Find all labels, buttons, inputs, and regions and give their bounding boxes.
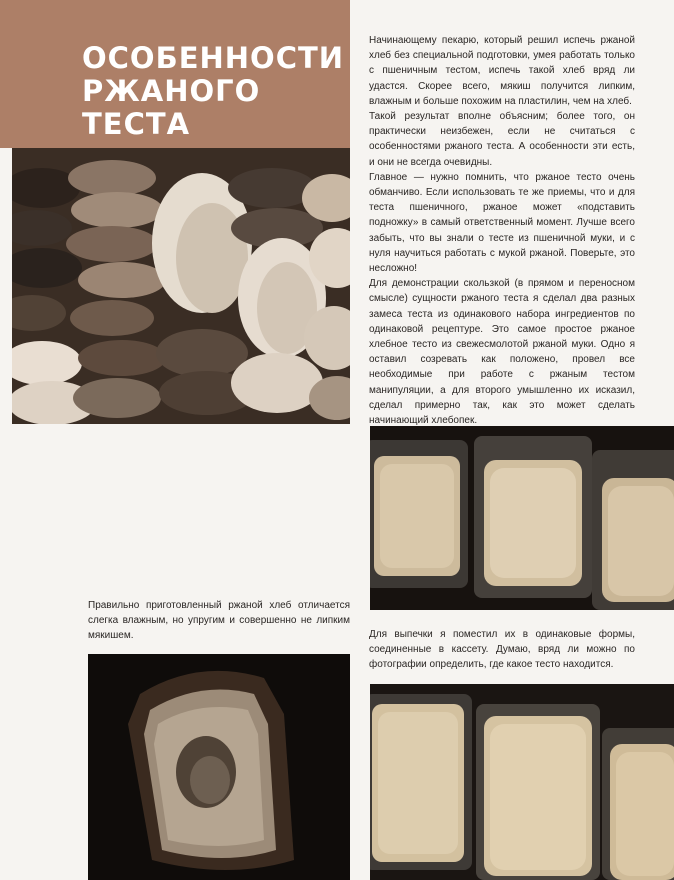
paragraph: Для демонстрации скользкой (в прямом и переносном смысле) сущности ржаного теста я сделал два разных замеса теста из одинакового набора ингредиентов по одинаковой рецептуре. Это самое простое ржаное хлебное тесто из свежесмолотой ржаной муки. Одно я оставил созревать как положено, провел все необходимые при работе с ржаным тестом манипуляции, а для второго умышленно их исказил, сделал примерно так, как это может сделать начинающий хлебопек. — [369, 278, 635, 427]
bread-slices-photo — [12, 148, 350, 424]
page-title: ОСОБЕННОСТИ РЖАНОГО ТЕСТА — [82, 41, 345, 141]
rye-loaf-crumb-photo — [88, 654, 350, 880]
article-text — [369, 33, 635, 428]
paragraph: Главное — нужно помнить, что ржаное тесто очень обманчиво. Если использовать те же приемы, что и для теста пшеничного, ржаное может «подставить подножку» в самый ответственный момент. Лучше всего забыть, что вы знали о тесте из пшеничной муки, и с нуля научиться работать с мукой ржаной. Поверьте, это несложно! — [369, 171, 635, 275]
dough-pans-photo-risen — [370, 684, 674, 880]
caption-left: Правильно приготовленный ржаной хлеб отличается слегка влажным, но упругим и совершенно не липким мякишем. — [88, 600, 350, 642]
paragraph: Такой результат вполне объясним; более того, он практически неизбежен, если не считаться с особенностями ржаного теста. А особенности эти есть, и они не всегда очевидны. — [369, 111, 635, 168]
caption-right: Для выпечки я поместил их в одинаковые формы, соединенные в кассету. Думаю, вряд ли можно по фотографии определить, где какое тесто находится. — [369, 629, 635, 671]
dough-pans-photo-before — [370, 426, 674, 610]
paragraph: Начинающему пекарю, который решил испечь ржаной хлеб без специальной подготовки, умея работать только с пшеничным тестом, испечь такой хлеб вряд ли удастся. Скорее всего, мякиш получится липким, влажным и больше похожим на пластилин, чем на хлеб. — [369, 35, 635, 107]
